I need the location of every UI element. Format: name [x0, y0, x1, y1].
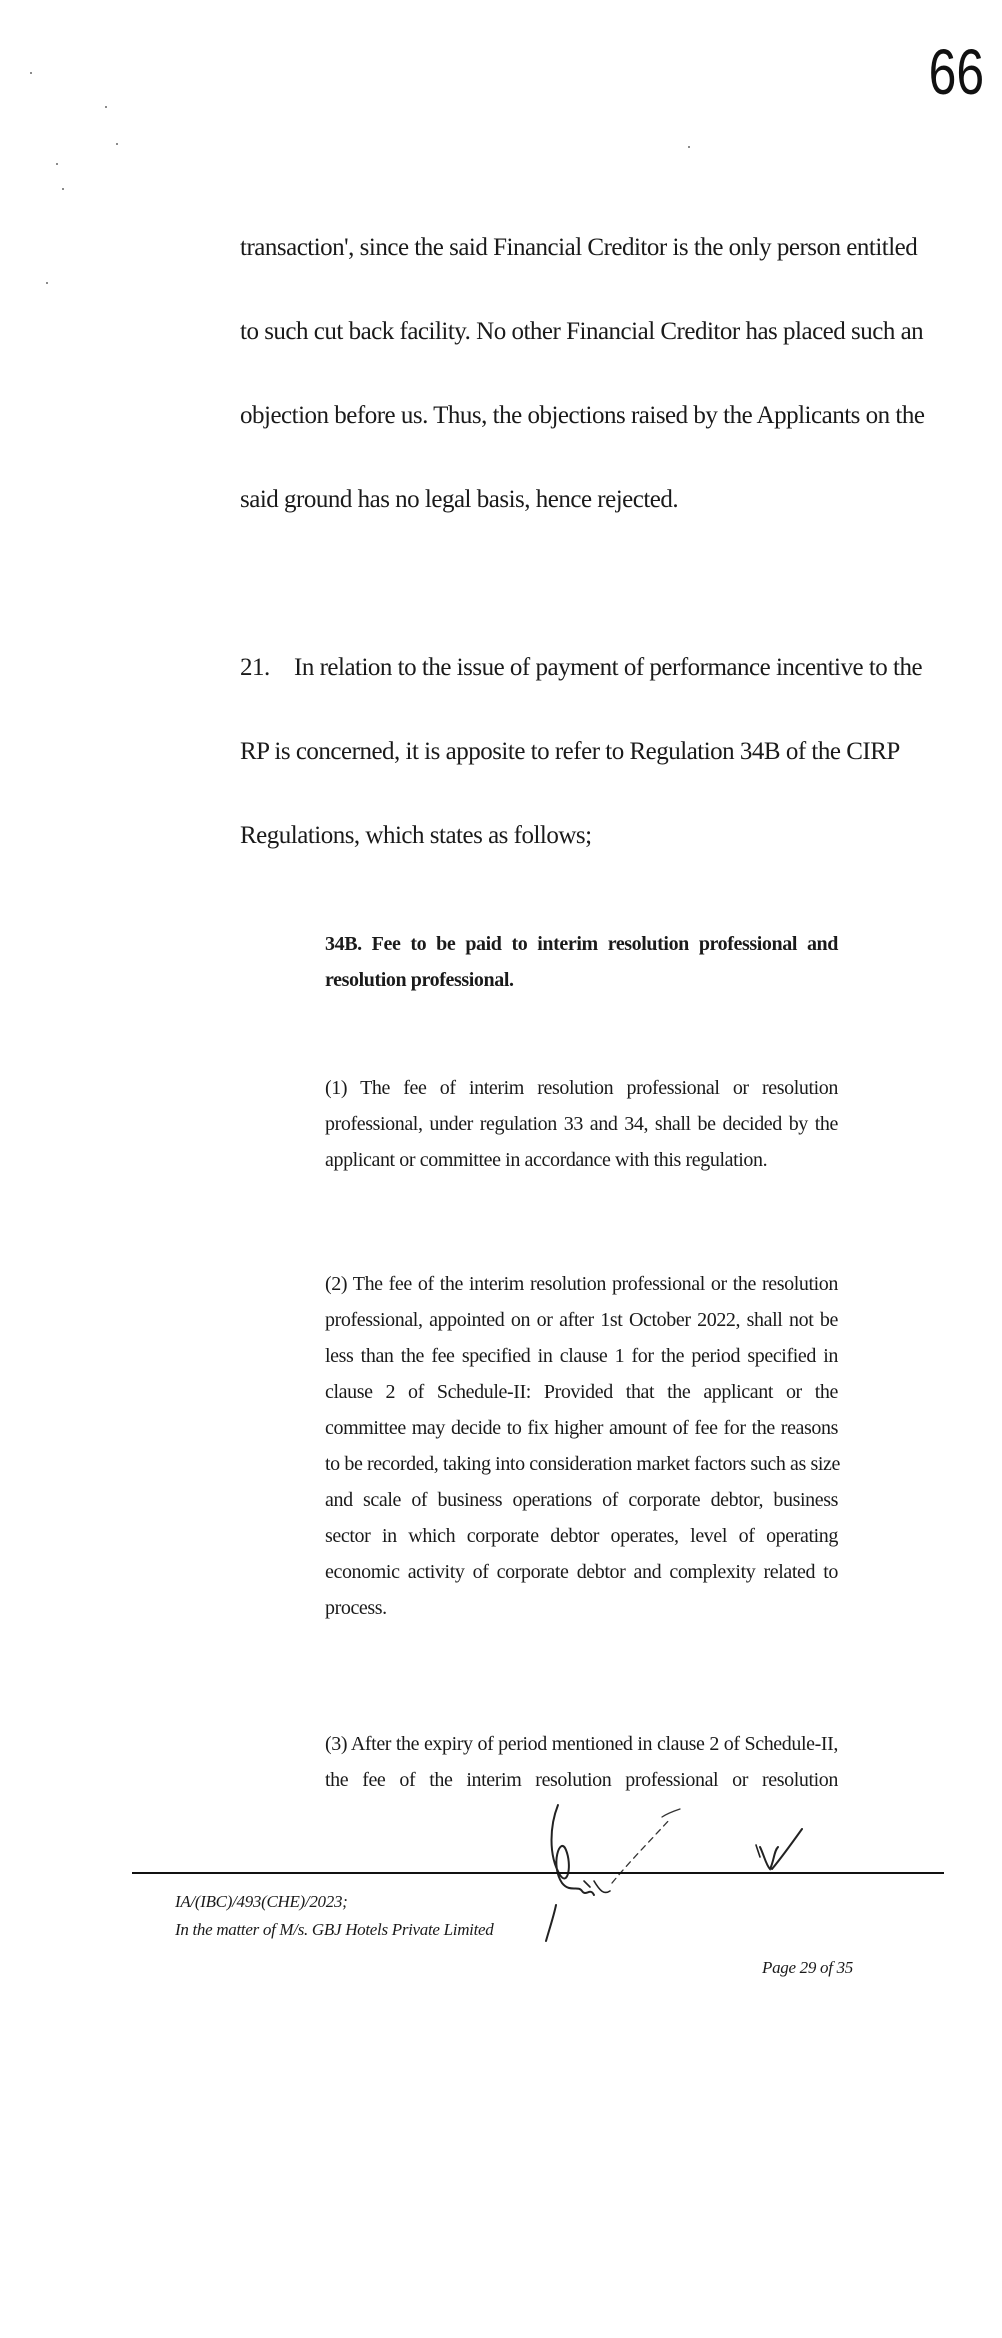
- quote-line: (3) After the expiry of period mentioned in clause 2 of Schedule-II,: [325, 1733, 838, 1755]
- quote-line: 34B. Fee to be paid to interim resolution professional and: [325, 933, 838, 955]
- paragraph-21: [240, 626, 923, 878]
- quote-line: resolution professional.: [325, 969, 514, 991]
- paragraph-line: objection before us. Thus, the objections raised by the Applicants on the: [240, 402, 925, 429]
- regulation-heading: [325, 926, 838, 998]
- scan-speck: [62, 188, 64, 190]
- paragraph-line: said ground has no legal basis, hence rejected.: [240, 486, 679, 513]
- paragraph-number: 21.: [240, 654, 270, 681]
- quote-line: process.: [325, 1597, 387, 1619]
- scan-speck: [116, 143, 118, 145]
- paragraph-line: to such cut back facility. No other Financial Creditor has placed such an: [240, 318, 924, 345]
- regulation-clause-2: [325, 1266, 838, 1626]
- paragraph-line: transaction', since the said Financial Creditor is the only person entitled: [240, 234, 918, 261]
- quote-line: (1) The fee of interim resolution professional or resolution: [325, 1077, 838, 1099]
- quote-line: (2) The fee of the interim resolution professional or the resolution: [325, 1273, 838, 1295]
- quote-line: and scale of business operations of corporate debtor, business: [325, 1489, 838, 1511]
- quote-line: committee may decide to fix higher amount of fee for the reasons: [325, 1417, 838, 1439]
- signature-icon: [520, 1795, 820, 1945]
- paragraph-first-line: [240, 626, 923, 710]
- case-number: IA/(IBC)/493(CHE)/2023;: [175, 1892, 348, 1911]
- page-number: Page 29 of 35: [762, 1958, 854, 1977]
- quote-line: applicant or committee in accordance with this regulation.: [325, 1149, 768, 1171]
- footer-case-info: [175, 1888, 493, 1944]
- quote-line: professional, under regulation 33 and 34, shall be decided by the: [325, 1113, 838, 1135]
- scan-speck: [105, 106, 107, 108]
- page-marker: 66: [928, 36, 984, 108]
- quote-line: professional, appointed on or after 1st October 2022, shall not be: [325, 1309, 838, 1331]
- quote-line: less than the fee specified in clause 1 for the period specified in: [325, 1345, 838, 1367]
- footer-divider: [132, 1872, 944, 1874]
- case-title: In the matter of M/s. GBJ Hotels Private Limited: [175, 1920, 494, 1939]
- scan-speck: [688, 146, 690, 148]
- quote-line: sector in which corporate debtor operates, level of operating: [325, 1525, 838, 1547]
- scan-speck: [30, 72, 32, 74]
- quote-line: to be recorded, taking into consideration market factors such as size: [325, 1453, 840, 1475]
- regulation-clause-1: [325, 1070, 838, 1178]
- scan-speck: [46, 282, 48, 284]
- paragraph-line: Regulations, which states as follows;: [240, 822, 592, 849]
- regulation-clause-3: [325, 1726, 838, 1798]
- paragraph-line: RP is concerned, it is apposite to refer to Regulation 34B of the CIRP: [240, 738, 900, 765]
- scan-speck: [56, 163, 58, 165]
- quote-line: clause 2 of Schedule-II: Provided that the applicant or the: [325, 1381, 838, 1403]
- quote-line: the fee of the interim resolution professional or resolution: [325, 1769, 838, 1791]
- quote-line: economic activity of corporate debtor and complexity related to: [325, 1561, 838, 1583]
- paragraph-line: In relation to the issue of payment of performance incentive to the: [294, 654, 923, 681]
- continued-paragraph: [240, 206, 925, 542]
